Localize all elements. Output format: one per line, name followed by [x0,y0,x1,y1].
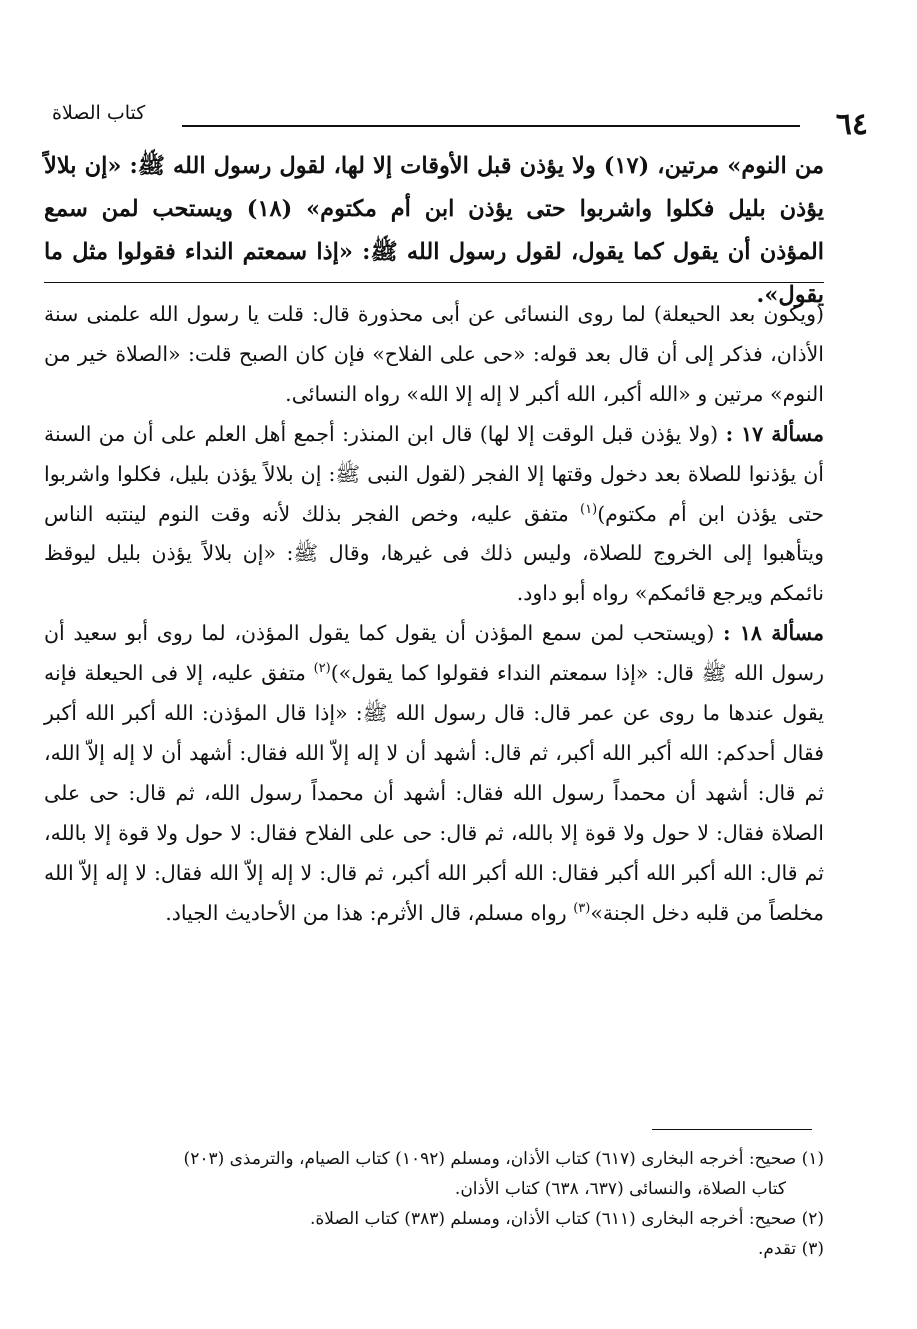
footnote-1-text: (١) صحيح: أخرجه البخارى (٦١٧) كتاب الأذان، ومسلم (١٠٩٢) كتاب الصيام، والترمذى (٢٠٣) [183,1149,824,1169]
commentary-paragraph-text: (ويكون بعد الحيعلة) لما روى النسائى عن أبى محذورة قال: قلت يا رسول الله علمنى سنة الأذان، فذكر إلى أن قال بعد قوله: «حى على الفلاح» فإن كان الصبح قلت: «الصلاة خير من النوم» مرتين و «الله أكبر، الله أكبر لا إله إلا الله» رواه النسائى. [44,302,824,406]
footnote-1 [44,1145,824,1173]
masala-18-text-continued: متفق عليه، إلا فى الحيعلة فإنه يقول عندها ما روى عن عمر قال: قال رسول الله ﷺ: «إذا قال المؤذن: الله أكبر الله أكبر فقال أحدكم: الله أكبر الله أكبر، ثم قال: أشهد أن لا إله إلاّ الله فقال: أشهد أن لا إله إلاّ الله، ثم قال: أشهد أن محمداً رسول الله فقال: أشهد أن محمداً رسول الله، ثم قال: حى على الصلاة فقال: لا حول ولا قوة إلا بالله، ثم قال: حى على الفلاح فقال: لا حول ولا قوة إلا بالله، ثم قال: الله أكبر الله أكبر فقال: الله أكبر الله أكبر، ثم قال: لا إله إلاّ الله فقال: لا إله إلاّ الله مخلصاً من قلبه دخل الجنة» [44,661,824,925]
main-text [44,145,824,317]
footnote-1-continued [44,1175,824,1203]
footnote-3-text: (٣) تقدم. [757,1239,824,1259]
footnotes [44,1145,824,1265]
footnote-2-text: (٢) صحيح: أخرجه البخارى (٦١١) كتاب الأذان، ومسلم (٣٨٣) كتاب الصلاة. [309,1209,824,1229]
page-number: ٦٤ [835,107,868,142]
masala-17 [44,415,824,615]
main-text-divider [44,282,824,283]
chapter-title: كتاب الصلاة [52,102,146,124]
footnote-divider [652,1129,812,1130]
masala-18-text-end: رواه مسلم، قال الأثرم: هذا من الأحاديث الجياد. [165,900,574,925]
masala-17-text-continued: متفق عليه، وخص الفجر بذلك لأنه وقت النوم لينتبه الناس ويتأهبوا إلى الخروج للصلاة، وليس ذلك فى غيرها، وقال ﷺ: «إن بلالاً يؤذن بليل ليوقظ نائمكم ويرجع قائمكم» رواه أبو داود. [44,501,824,606]
footnote-1-continued-text: كتاب الصلاة، والنسائى (٦٣٧، ٦٣٨) كتاب الأذان. [454,1179,786,1199]
masala-17-label: مسألة ١٧ : [725,421,824,446]
footnote-ref-3[interactable]: (٣) [573,900,591,916]
masala-18-text: (ويستحب لمن سمع المؤذن أن يقول كما يقول المؤذن، لما روى أبو سعيد أن رسول الله ﷺ قال: «إذا سمعتم النداء فقولوا كما يقول») [44,621,824,686]
masala-18-label: مسألة ١٨ : [723,621,824,646]
commentary-paragraph [44,295,824,415]
masala-18 [44,614,824,933]
footnote-2 [44,1205,824,1233]
running-header [52,96,868,144]
footnote-ref-2[interactable]: (٢) [313,661,331,677]
masala-17-text: (ولا يؤذن قبل الوقت إلا لها) قال ابن المنذر: أجمع أهل العلم على أن من السنة أن يؤذنوا للصلاة بعد دخول وقتها إلا الفجر (لقول النبى ﷺ: إن بلالاً يؤذن بليل، فكلوا واشربوا حتى يؤذن ابن أم مكتوم) [44,421,824,526]
footnote-ref-1[interactable]: (١) [580,501,598,517]
footnote-3 [44,1235,824,1263]
header-rule [182,125,800,127]
main-text-body: من النوم» مرتين، (١٧) ولا يؤذن قبل الأوقات إلا لها، لقول رسول الله ﷺ: «إن بلالاً يؤذن بليل فكلوا واشربوا حتى يؤذن ابن أم مكتوم» (١٨) ويستحب لمن سمع المؤذن أن يقول كما يقول، لقول رسول الله ﷺ: «إذا سمعتم النداء فقولوا مثل ما يقول». [44,153,824,308]
commentary [44,295,824,934]
